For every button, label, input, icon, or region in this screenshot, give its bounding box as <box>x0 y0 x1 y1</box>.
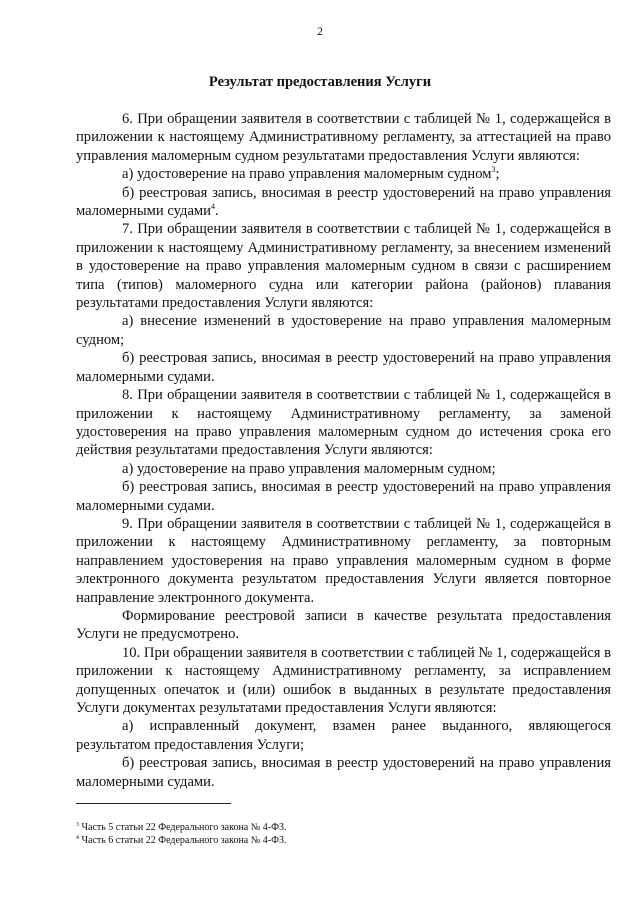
paragraph-10: 10. При обращении заявителя в соответствии с таблицей № 1, содержащейся в приложении к настоящему Административному регламенту, за исправлением допущенных опечаток и (или) ошибок в выданных в результате предоставления Услуги документах результатами предоставления Услуги являются: <box>76 644 611 716</box>
paragraph-6: 6. При обращении заявителя в соответствии с таблицей № 1, содержащейся в приложении к настоящему Административному регламенту, за аттестацией на право управления маломерным судном результатами предоставления Услуги являются: <box>76 111 611 164</box>
paragraph-8a: а) удостоверение на право управления маломерным судном; <box>122 460 496 477</box>
paragraph-9: 9. При обращении заявителя в соответствии с таблицей № 1, содержащейся в приложении к настоящему Административному регламенту, за повторным направлением удостоверения на право управления маломерным судном в форме электронного документа результатом предоставления Услуги является повторное направление электронного документа. <box>76 515 611 606</box>
paragraph-8: 8. При обращении заявителя в соответствии с таблицей № 1, содержащейся в приложении к настоящему Административному регламенту, за заменой удостоверения на право управления маломерным судном до истечения срока его действия результатами предоставления Услуги являются: <box>76 387 611 459</box>
paragraph-registry-note: Формирование реестровой записи в качестве результата предоставления Услуги не предусмотрено. <box>76 607 611 643</box>
paragraph-7: 7. При обращении заявителя в соответствии с таблицей № 1, содержащейся в приложении к настоящему Административному регламенту, за внесением изменений в удостоверение на право управления маломерным судном в связи с расширением типа (типов) маломерного судна или категории района (районов) плавания результатами предоставления Услуги являются: <box>76 221 611 312</box>
paragraph-10b: б) реестровая запись, вносимая в реестр удостоверений на право управления маломерными судами. <box>76 755 611 790</box>
footnote-text: Часть 6 статьи 22 Федерального закона № 4-ФЗ. <box>81 835 287 846</box>
paragraph-7a: а) внесение изменений в удостоверение на право управления маломерным судном; <box>76 313 611 348</box>
section-title: Результат предоставления Услуги <box>208 74 432 90</box>
footnote-3 <box>76 821 611 834</box>
footnote-ref-3: 3 <box>491 165 496 175</box>
footnote-ref-4: 4 <box>210 202 215 212</box>
paragraph-10a: а) исправленный документ, взамен ранее выданного, являющегося результатом предоставления Услуги; <box>76 718 611 753</box>
paragraph-6b: б) реестровая запись, вносимая в реестр удостоверений на право управления маломерными судами$^4$. <box>76 184 611 220</box>
paragraph-8b: б) реестровая запись, вносимая в реестр удостоверений на право управления маломерными судами. <box>76 479 611 514</box>
paragraph-7b: б) реестровая запись, вносимая в реестр удостоверений на право управления маломерными судами. <box>76 350 611 385</box>
footnote-4 <box>76 834 611 847</box>
footnote-mark: 4 <box>76 835 79 841</box>
page-number: 2 <box>317 24 323 38</box>
paragraph-6a: а) удостоверение на право управления маломерным судном$^3$; <box>122 165 500 183</box>
footnote-divider <box>76 803 231 804</box>
document-body <box>76 110 611 791</box>
footnote-text: Часть 5 статьи 22 Федерального закона № 4-ФЗ. <box>81 822 287 833</box>
footnote-mark: 3 <box>76 822 79 828</box>
footnotes <box>76 821 611 847</box>
